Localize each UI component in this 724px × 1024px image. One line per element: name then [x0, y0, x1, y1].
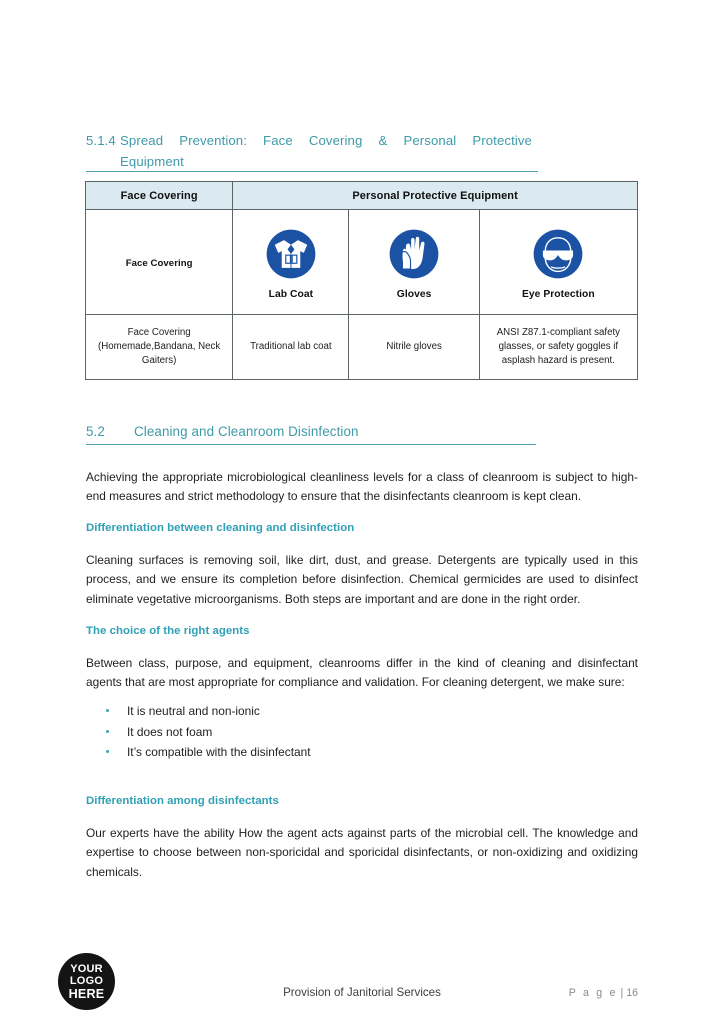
ppe-header-face-covering: Face Covering — [86, 182, 233, 210]
heading-5-2 — [86, 424, 359, 439]
ppe-desc-eye-protection: ANSI Z87.1-compliant safety glasses, or safety goggles if asplash hazard is present. — [479, 315, 637, 380]
heading-rule-top — [86, 171, 538, 172]
heading-rule-bottom — [86, 444, 536, 445]
heading-5-1-4-line1: Spread Prevention: Face Covering & Personal Protective — [120, 133, 532, 148]
ppe-cell-eye-protection — [479, 210, 637, 315]
lab-coat-icon — [262, 225, 320, 288]
ppe-table-header-row — [86, 182, 638, 210]
gloves-caption: Gloves — [396, 288, 432, 300]
list-item-label: It’s compatible with the disinfectant — [127, 745, 311, 759]
eye-protection-icon — [529, 225, 587, 288]
heading-5-2-number: 5.2 — [86, 424, 105, 439]
ppe-cell-gloves — [349, 210, 479, 315]
ppe-cell-face-covering-label — [86, 210, 233, 315]
footer-page-separator: | — [617, 987, 627, 999]
subheading-differentiation-cleaning-disinfection: Differentiation between cleaning and disinfection — [86, 522, 355, 534]
list-item — [86, 722, 638, 743]
eye-protection-caption: Eye Protection — [521, 288, 595, 300]
footer-page-number — [569, 987, 638, 999]
list-item — [86, 742, 638, 763]
lab-coat-caption: Lab Coat — [268, 288, 314, 300]
paragraph-choice-of-right-agents: Between class, purpose, and equipment, cleanrooms differ in the kind of cleaning and disinfectant agents that are most appropriate for compliance and validation. For cleaning detergent, we make sure: — [86, 655, 638, 690]
footer-logo — [58, 953, 115, 1010]
footer-page-value: 16 — [626, 987, 638, 999]
footer-page-word: P a g e — [568, 987, 618, 999]
heading-5-2-title: Cleaning and Cleanroom Disinfection — [134, 424, 359, 439]
list-item-label: It does not foam — [127, 724, 213, 739]
subheading-differentiation-among-disinfectants: Differentiation among disinfectants — [86, 795, 279, 807]
heading-5-1-4 — [86, 130, 538, 172]
logo-line-1: YOUR — [70, 962, 103, 975]
footer-title: Provision of Janitorial Services — [283, 986, 441, 999]
subheading-choice-of-right-agents: The choice of the right agents — [86, 625, 250, 637]
ppe-desc-face-covering: Face Covering (Homemade,Bandana, Neck Gaiters) — [86, 315, 233, 380]
heading-5-1-4-number: 5.1.4 — [86, 133, 116, 148]
ppe-desc-lab-coat: Traditional lab coat — [233, 315, 349, 380]
logo-line-2: LOGO — [69, 975, 104, 988]
ppe-table-description-row — [86, 315, 638, 380]
ppe-cell-lab-coat — [233, 210, 349, 315]
list-item-label: It is neutral and non-ionic — [127, 704, 260, 718]
ppe-header-personal-protective-equipment: Personal Protective Equipment — [233, 182, 638, 210]
intro-paragraph: Achieving the appropriate microbiological cleanliness levels for a class of cleanroom is subject to high-end measures and strict methodology to ensure that the disinfectants cleanroom is kept clean. — [86, 469, 638, 504]
list-item — [86, 701, 638, 722]
bullet-list — [86, 701, 638, 763]
paragraph-differentiation-among-disinfectants: Our experts have the ability How the agent acts against parts of the microbial cell. The knowledge and expertise to choose between non-sporicidal and sporicidal disinfectants, or non-oxidizing and oxidizing chemicals. — [86, 825, 638, 880]
ppe-table — [85, 181, 638, 380]
face-covering-label: Face Covering — [125, 258, 193, 269]
ppe-table-icon-row — [86, 210, 638, 315]
logo-line-3: HERE — [68, 986, 105, 1001]
ppe-desc-gloves: Nitrile gloves — [349, 315, 479, 380]
paragraph-differentiation-cleaning-disinfection: Cleaning surfaces is removing soil, like dirt, dust, and grease. Detergents are typically used in this process, and we ensure its completion before disinfection. Chemical germicides are used to disinfect eliminate vegetative microorganisms. Both steps are important and are done in the right order. — [86, 552, 638, 607]
gloves-icon — [385, 225, 443, 288]
heading-5-1-4-line2: Equipment — [120, 154, 184, 169]
